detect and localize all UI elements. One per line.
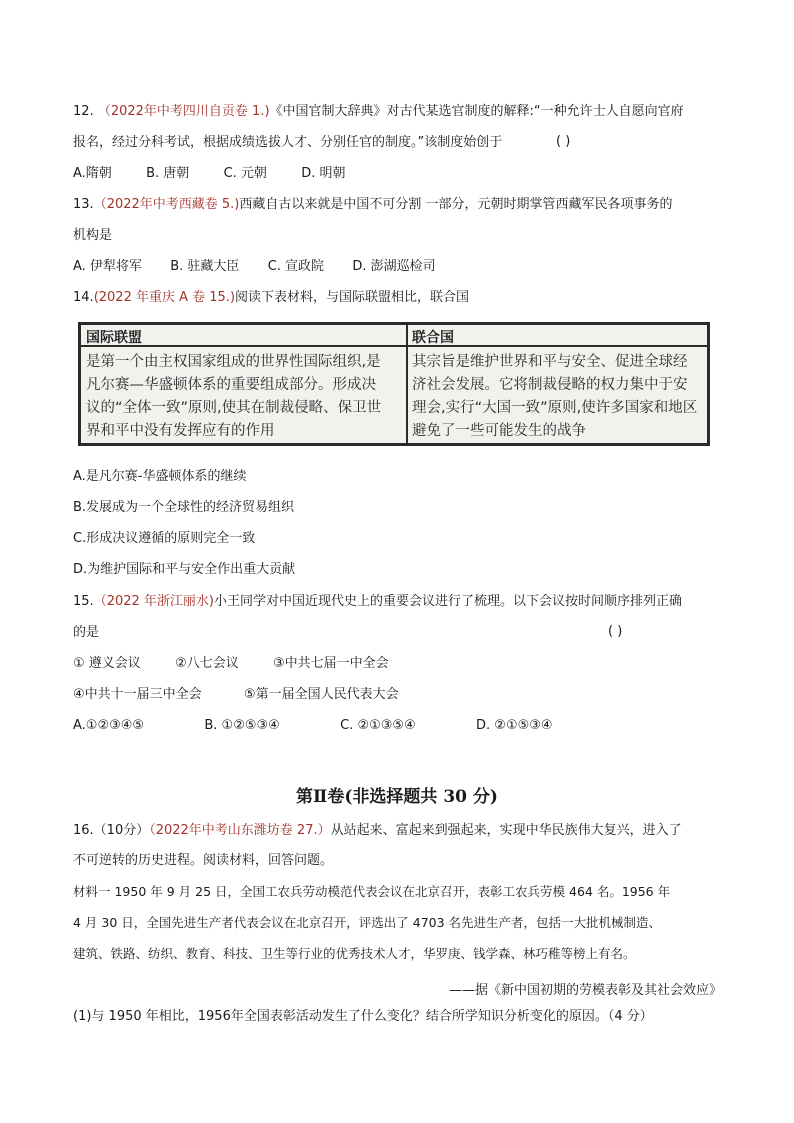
q15-line1 bbox=[73, 593, 682, 611]
q15-option-c[interactable]: C. ②①③⑤④ bbox=[340, 718, 416, 733]
q15-option-d[interactable]: D. ②①⑤③④ bbox=[476, 718, 553, 733]
league-line: 议的“全体一致”原则,使其在制裁侵略、保卫世 bbox=[86, 400, 382, 416]
table-header-row bbox=[81, 325, 707, 347]
league-line: 凡尔赛—华盛顿体系的重要组成部分。形成决 bbox=[86, 377, 376, 393]
q16-text1: 从站起来、富起来到强起来，实现中华民族伟大复兴，进入了 bbox=[330, 823, 682, 838]
q14-number: 14. bbox=[73, 290, 94, 305]
q16-source: （2022年中考山东潍坊卷 27.） bbox=[149, 823, 331, 838]
q13-source: （2022年中考西藏卷 5.) bbox=[93, 197, 240, 212]
q14-option-d[interactable]: D.为维护国际和平与安全作出重大贡献 bbox=[73, 562, 296, 577]
q14-source: (2022 年重庆 A 卷 15.) bbox=[93, 290, 236, 305]
q12-number: 12. bbox=[73, 104, 94, 119]
q15-number: 15. bbox=[73, 594, 94, 609]
q14-text: 阅读下表材料，与国际联盟相比，联合国 bbox=[235, 290, 470, 305]
q12-text1: 《中国官制大辞典》对古代某选官制度的解释:“一种允许士人自愿向官府 bbox=[269, 104, 684, 119]
q13-line1 bbox=[73, 196, 673, 214]
q12-option-b[interactable]: B. 唐朝 bbox=[146, 166, 190, 181]
q16-citation: ——据《新中国初期的劳模表彰及其社会效应》 bbox=[448, 983, 722, 998]
comparison-table bbox=[78, 322, 710, 446]
q12-options bbox=[73, 165, 345, 183]
q15-source: （2022 年浙江丽水) bbox=[93, 594, 214, 609]
section-2-title: 第Ⅱ卷(非选择题共 30 分) bbox=[296, 787, 498, 807]
table-header-un: 联合国 bbox=[412, 330, 454, 346]
q15-text1: 小王同学对中国近现代史上的重要会议进行了梳理。以下会议按时间顺序排列正确 bbox=[213, 594, 682, 609]
q12-option-a[interactable]: A.隋朝 bbox=[73, 166, 112, 181]
q16-line1 bbox=[73, 822, 682, 840]
q15-items-row2 bbox=[73, 686, 399, 704]
q12-text2: 报名，经过分科考试，根据成绩选拔人才、分别任官的制度。”该制度始创于 bbox=[73, 135, 503, 150]
league-line: 是第一个由主权国家组成的世界性国际组织,是 bbox=[86, 354, 381, 370]
un-line: 其宗旨是维护世界和平与安全、促进全球经 bbox=[412, 354, 688, 370]
q15-item: ②八七会议 bbox=[175, 656, 239, 671]
q13-options bbox=[73, 258, 436, 276]
q13-option-b[interactable]: B. 驻藏大臣 bbox=[170, 259, 240, 274]
q15-items-row1 bbox=[73, 655, 389, 673]
table-column-divider bbox=[406, 325, 408, 443]
q15-option-a[interactable]: A.①②③④⑤ bbox=[73, 718, 145, 733]
table-cell-league bbox=[86, 351, 381, 443]
table-cell-un bbox=[412, 351, 697, 443]
q13-option-c[interactable]: C. 宣政院 bbox=[267, 259, 325, 274]
q14-line1 bbox=[73, 289, 469, 307]
q16-number: 16.（10分） bbox=[73, 823, 150, 838]
q13-option-d[interactable]: D. 澎湖巡检司 bbox=[352, 259, 436, 274]
q12-option-d[interactable]: D. 明朝 bbox=[301, 166, 346, 181]
un-line: 济社会发展。它将制裁侵略的权力集中于安 bbox=[412, 377, 688, 393]
q15-options bbox=[73, 717, 553, 735]
q15-text2: 的是 bbox=[73, 625, 100, 640]
q13-text1: 西藏自古以来就是中国不可分割 一部分，元朝时期掌管西藏军民各项事务的 bbox=[239, 197, 673, 212]
un-line: 避免了一些可能发生的战争 bbox=[412, 423, 586, 439]
q15-answer-paren: ( ) bbox=[608, 624, 623, 639]
q13-text2: 机构是 bbox=[73, 228, 113, 243]
q16-material1-line1: 材料一 1950 年 9 月 25 日，全国工农兵劳动模范代表会议在北京召开，表彰工农兵劳模 464 名。1956 年 bbox=[73, 884, 671, 899]
q16-text2: 不可逆转的历史进程。阅读材料，回答问题。 bbox=[73, 853, 334, 868]
q13-number: 13. bbox=[73, 197, 94, 212]
q15-item: ④中共十一届三中全会 bbox=[73, 687, 202, 702]
q15-item: ⑤第一届全国人民代表大会 bbox=[243, 687, 399, 702]
q12-line1 bbox=[73, 103, 684, 121]
q16-subquestion-1: (1)与 1950 年相比，1956年全国表彰活动发生了什么变化？结合所学知识分析变化的原因。（4 分） bbox=[73, 1009, 653, 1024]
q12-source: （2022年中考四川自贡卷 1.) bbox=[97, 104, 270, 119]
q15-item: ③中共七届一中全会 bbox=[273, 656, 389, 671]
q14-option-b[interactable]: B.发展成为一个全球性的经济贸易组织 bbox=[73, 500, 295, 515]
q16-material1-line3: 建筑、铁路、纺织、教育、科技、卫生等行业的优秀技术人才，华罗庚、钱学森、林巧稚等榜上有名。 bbox=[73, 946, 636, 961]
league-line: 界和平中没有发挥应有的作用 bbox=[86, 423, 275, 439]
table-header-league: 国际联盟 bbox=[86, 330, 142, 346]
q14-option-a[interactable]: A.是凡尔赛-华盛顿体系的继续 bbox=[73, 469, 247, 484]
q12-option-c[interactable]: C. 元朝 bbox=[223, 166, 267, 181]
q13-option-a[interactable]: A. 伊犁将军 bbox=[73, 259, 142, 274]
q15-item: ① 遵义会议 bbox=[73, 656, 141, 671]
q16-material1-line2: 4 月 30 日，全国先进生产者代表会议在北京召开，评选出了 4703 名先进生产者，包括一大批机械制造、 bbox=[73, 915, 662, 930]
q14-option-c[interactable]: C.形成决议遵循的原则完全一致 bbox=[73, 531, 256, 546]
un-line: 理会,实行“大国一致”原则,使许多国家和地区 bbox=[412, 400, 698, 416]
q12-answer-paren: ( ) bbox=[556, 134, 571, 149]
q15-option-b[interactable]: B. ①②⑤③④ bbox=[204, 718, 280, 733]
